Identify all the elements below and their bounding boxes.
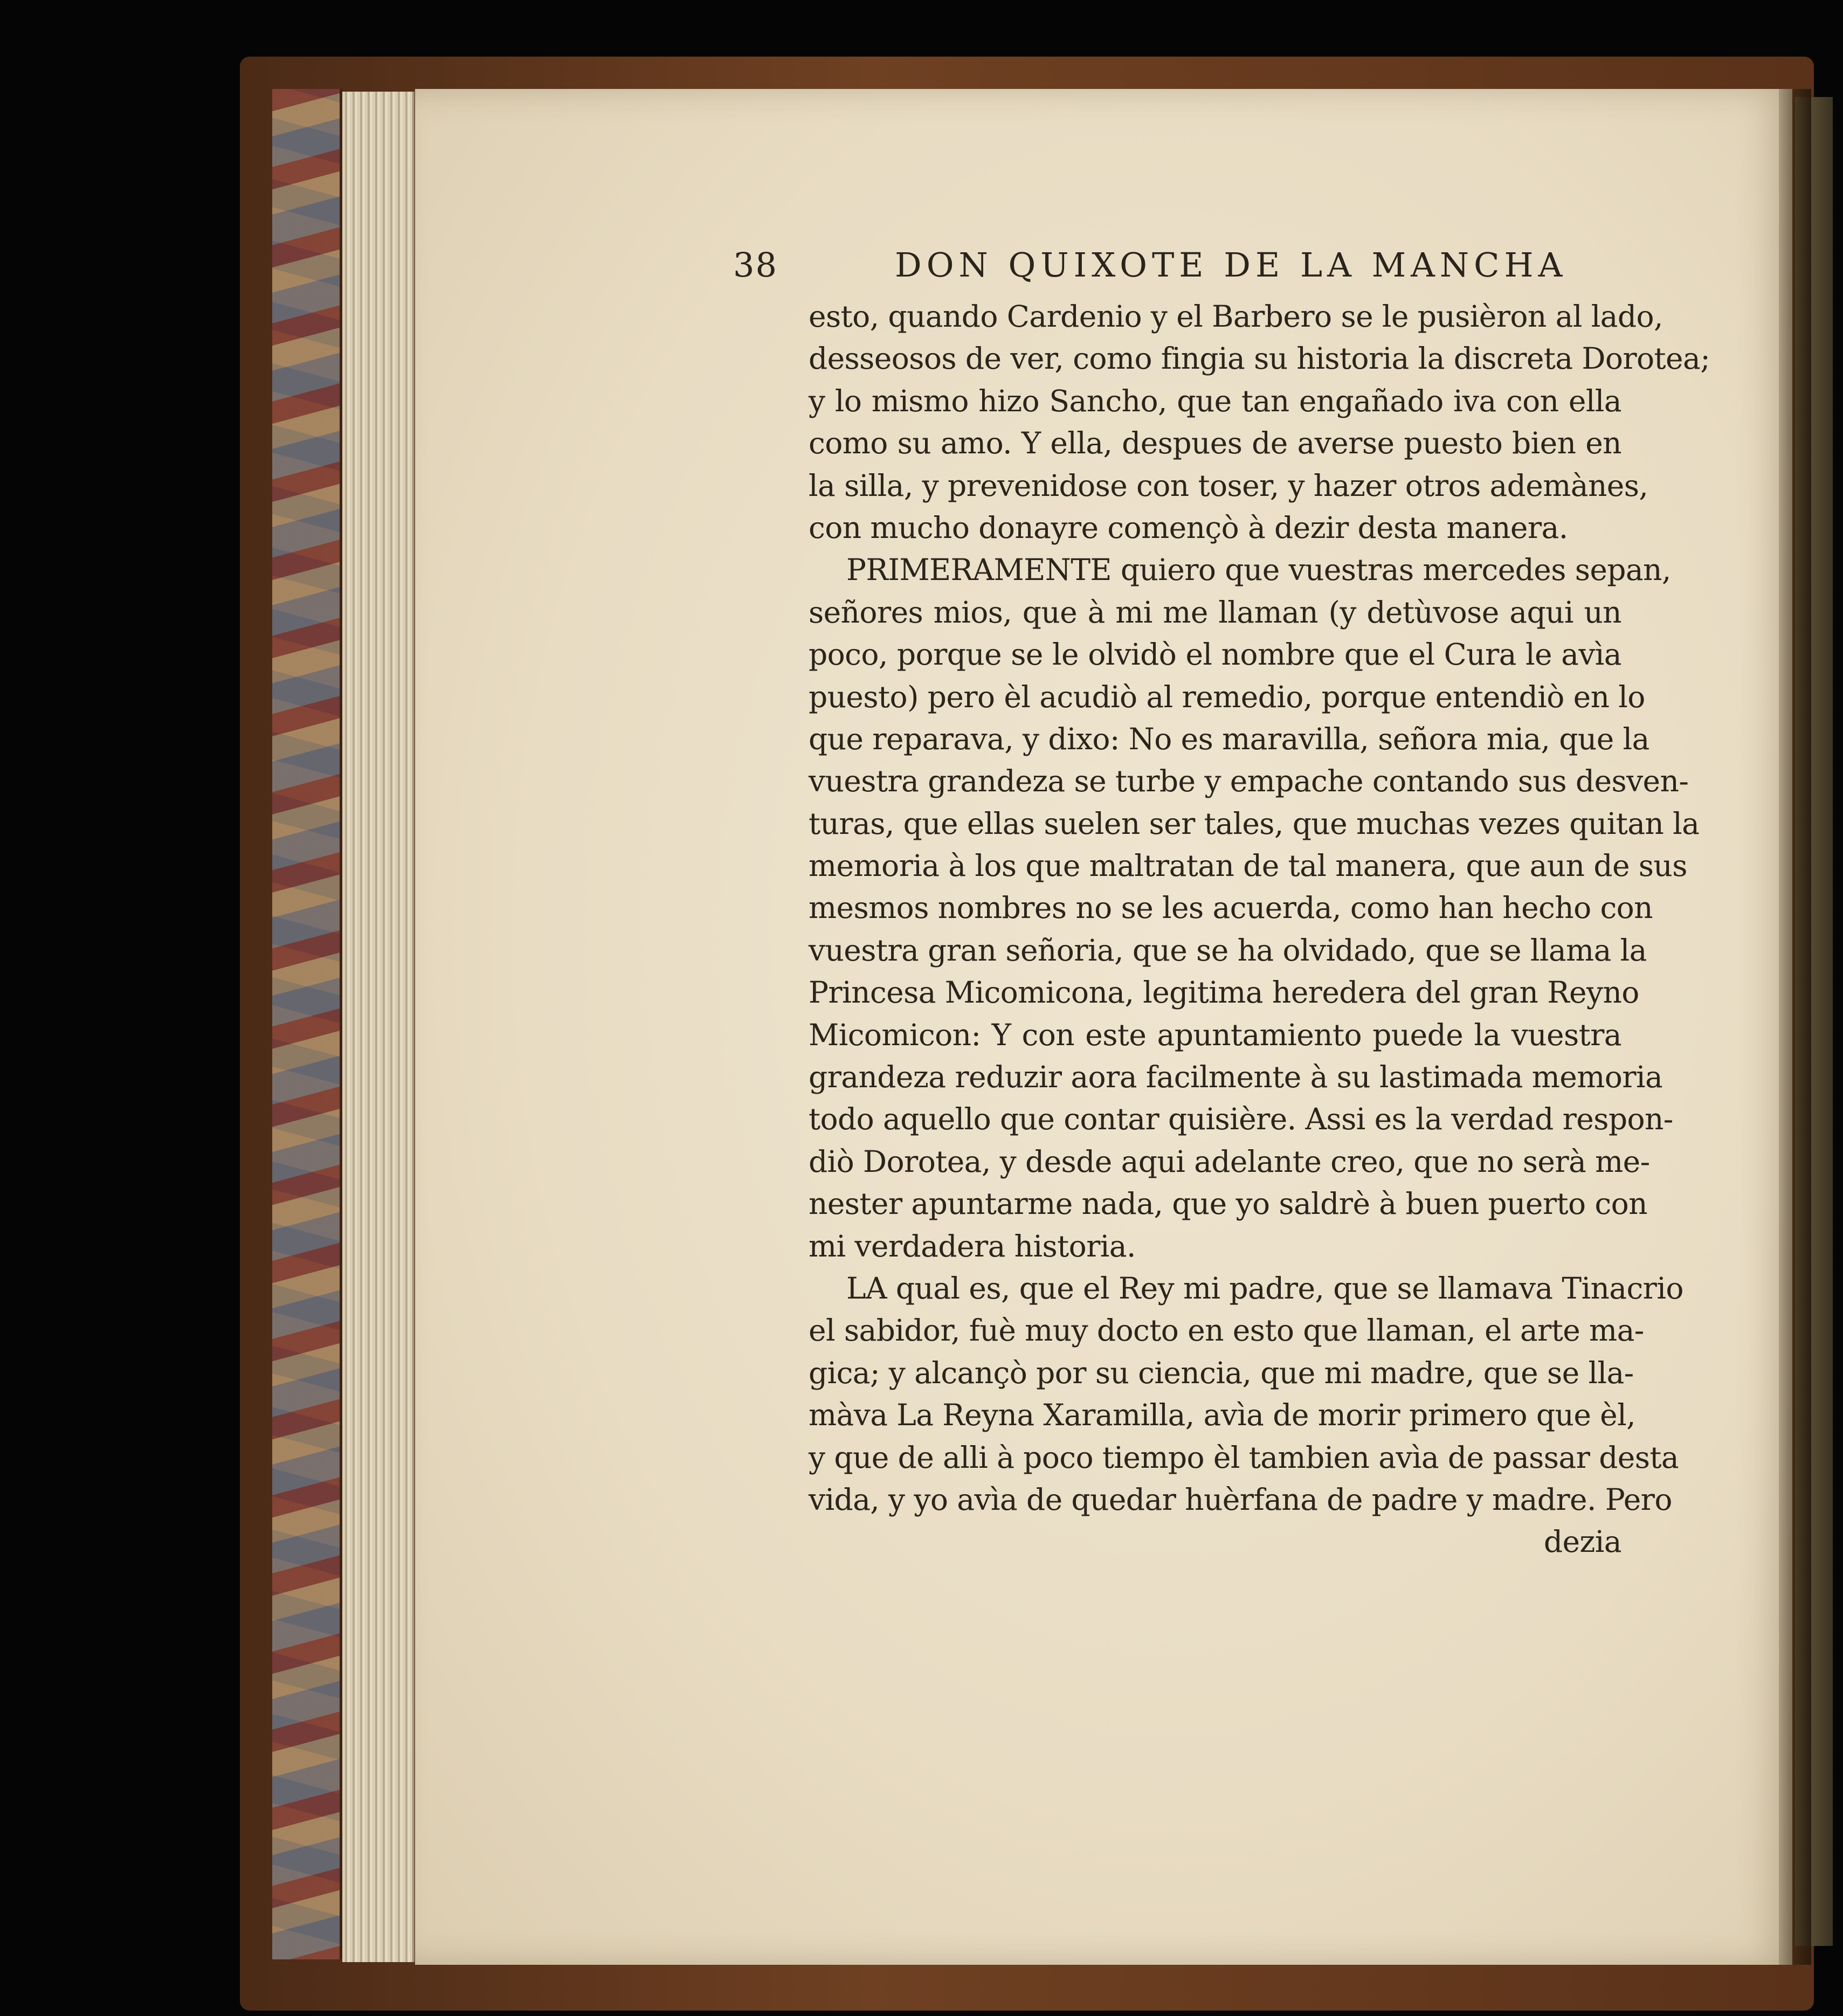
text-line: y lo mismo hizo Sancho, que tan engañado iva con ella xyxy=(809,383,1621,418)
text-line: que reparava, y dixo: No es maravilla, señora mia, que la xyxy=(809,721,1649,756)
text-line: desseosos de ver, como fingia su historia la discreta Dorotea; xyxy=(809,341,1710,376)
text-line: el sabidor, fuè muy docto en esto que llaman, el arte ma- xyxy=(809,1313,1644,1348)
text-line: PRIMERAMENTE quiero que vuestras mercedes sepan, xyxy=(846,553,1671,588)
text-line: la silla, y prevenidose con toser, y hazer otros ademànes, xyxy=(809,468,1648,503)
text-line: vuestra gran señoria, que se ha olvidado, que se llama la xyxy=(809,933,1647,968)
text-line: turas, que ellas suelen ser tales, que muchas vezes quitan la xyxy=(809,806,1700,841)
text-line: mi verdadera historia. xyxy=(809,1228,1136,1264)
text-line: Princesa Micomicona, legitima heredera del gran Reyno xyxy=(809,975,1639,1010)
text-line: vida, y yo avìa de quedar huèrfana de padre y madre. Pero xyxy=(809,1482,1672,1517)
marbled-endpaper xyxy=(272,89,343,1959)
body-text xyxy=(809,295,1710,1563)
text-line: vuestra grandeza se turbe y empache contando sus desven- xyxy=(809,764,1689,799)
text-line: puesto) pero èl acudiò al remedio, porque entendiò en lo xyxy=(809,679,1645,714)
text-line: poco, porque se le olvidò el nombre que el Cura le avìa xyxy=(809,637,1621,672)
page-number: 38 xyxy=(733,245,778,285)
text-line: todo aquello que contar quisière. Assi es la verdad respon- xyxy=(809,1102,1673,1137)
running-head xyxy=(733,245,1628,294)
text-line: como su amo. Y ella, despues de averse puesto bien en xyxy=(809,426,1621,461)
book-title-header: DON QUIXOTE DE LA MANCHA xyxy=(895,245,1568,285)
text-line: memoria à los que maltratan de tal manera, que aun de sus xyxy=(809,848,1687,883)
text-line: señores mios, que à mi me llaman (y detùvose aqui un xyxy=(809,595,1621,630)
text-line: nester apuntarme nada, que yo saldrè à buen puerto con xyxy=(809,1186,1647,1221)
text-line: LA qual es, que el Rey mi padre, que se llamava Tinacrio xyxy=(846,1271,1683,1306)
text-line: diò Dorotea, y desde aqui adelante creo, que no serà me- xyxy=(809,1144,1650,1179)
catchword: dezia xyxy=(1543,1524,1621,1559)
text-line: mesmos nombres no se les acuerda, como han hecho con xyxy=(809,890,1653,926)
text-line: màva La Reyna Xaramilla, avìa de morir primero que èl, xyxy=(809,1398,1635,1433)
gutter-shadow xyxy=(1779,89,1811,1965)
page-edges xyxy=(342,92,415,1962)
text-line: con mucho donayre començò à dezir desta manera. xyxy=(809,510,1568,545)
text-line: esto, quando Cardenio y el Barbero se le pusièron al lado, xyxy=(809,299,1663,334)
text-line: gica; y alcançò por su ciencia, que mi madre, que se lla- xyxy=(809,1355,1634,1390)
text-line: Micomicon: Y con este apuntamiento puede la vuestra xyxy=(809,1017,1621,1052)
text-line: grandeza reduzir aora facilmente à su lastimada memoria xyxy=(809,1060,1663,1095)
text-line: y que de alli à poco tiempo èl tambien avìa de passar desta xyxy=(809,1440,1679,1475)
